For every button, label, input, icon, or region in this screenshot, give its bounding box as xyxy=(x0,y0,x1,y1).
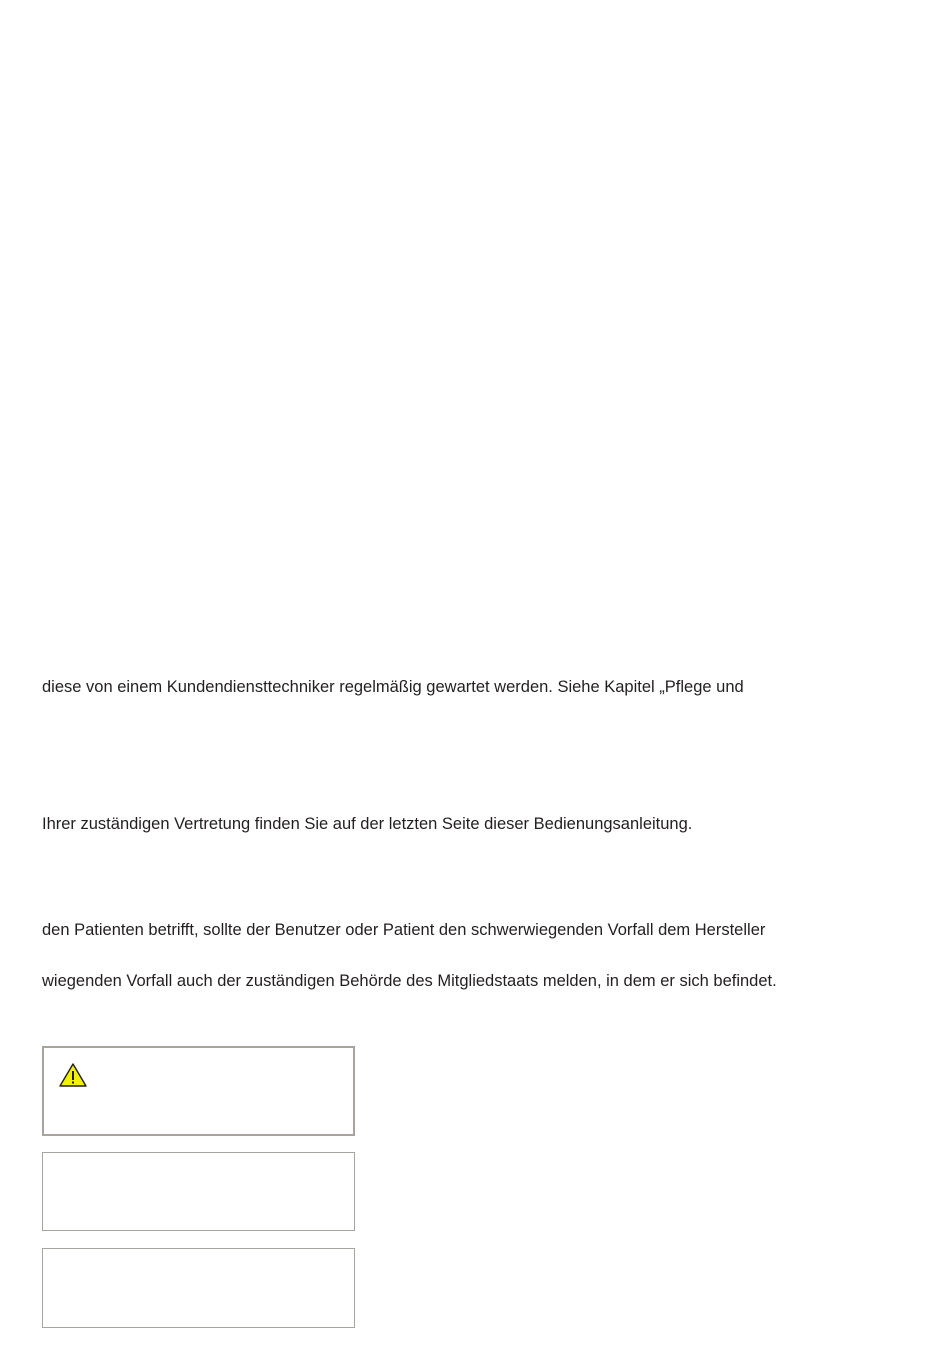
notice-box-empty xyxy=(42,1152,355,1231)
warning-notice-box xyxy=(42,1046,355,1136)
notice-box-empty xyxy=(42,1248,355,1328)
paragraph-line-representative: Ihrer zuständigen Vertretung finden Sie auf der letzten Seite dieser Bedienungsanleitung. xyxy=(42,814,693,833)
paragraph-line-incident-report: den Patienten betrifft, sollte der Benutzer oder Patient den schwerwiegenden Vorfall dem Hersteller xyxy=(42,920,766,939)
paragraph-line-maintenance: diese von einem Kundendiensttechniker regelmäßig gewartet werden. Siehe Kapitel „Pflege und xyxy=(42,677,744,696)
paragraph-line-authority-report: wiegenden Vorfall auch der zuständigen Behörde des Mitgliedstaats melden, in dem er sich befindet. xyxy=(42,971,777,990)
warning-triangle-icon xyxy=(58,1062,88,1088)
